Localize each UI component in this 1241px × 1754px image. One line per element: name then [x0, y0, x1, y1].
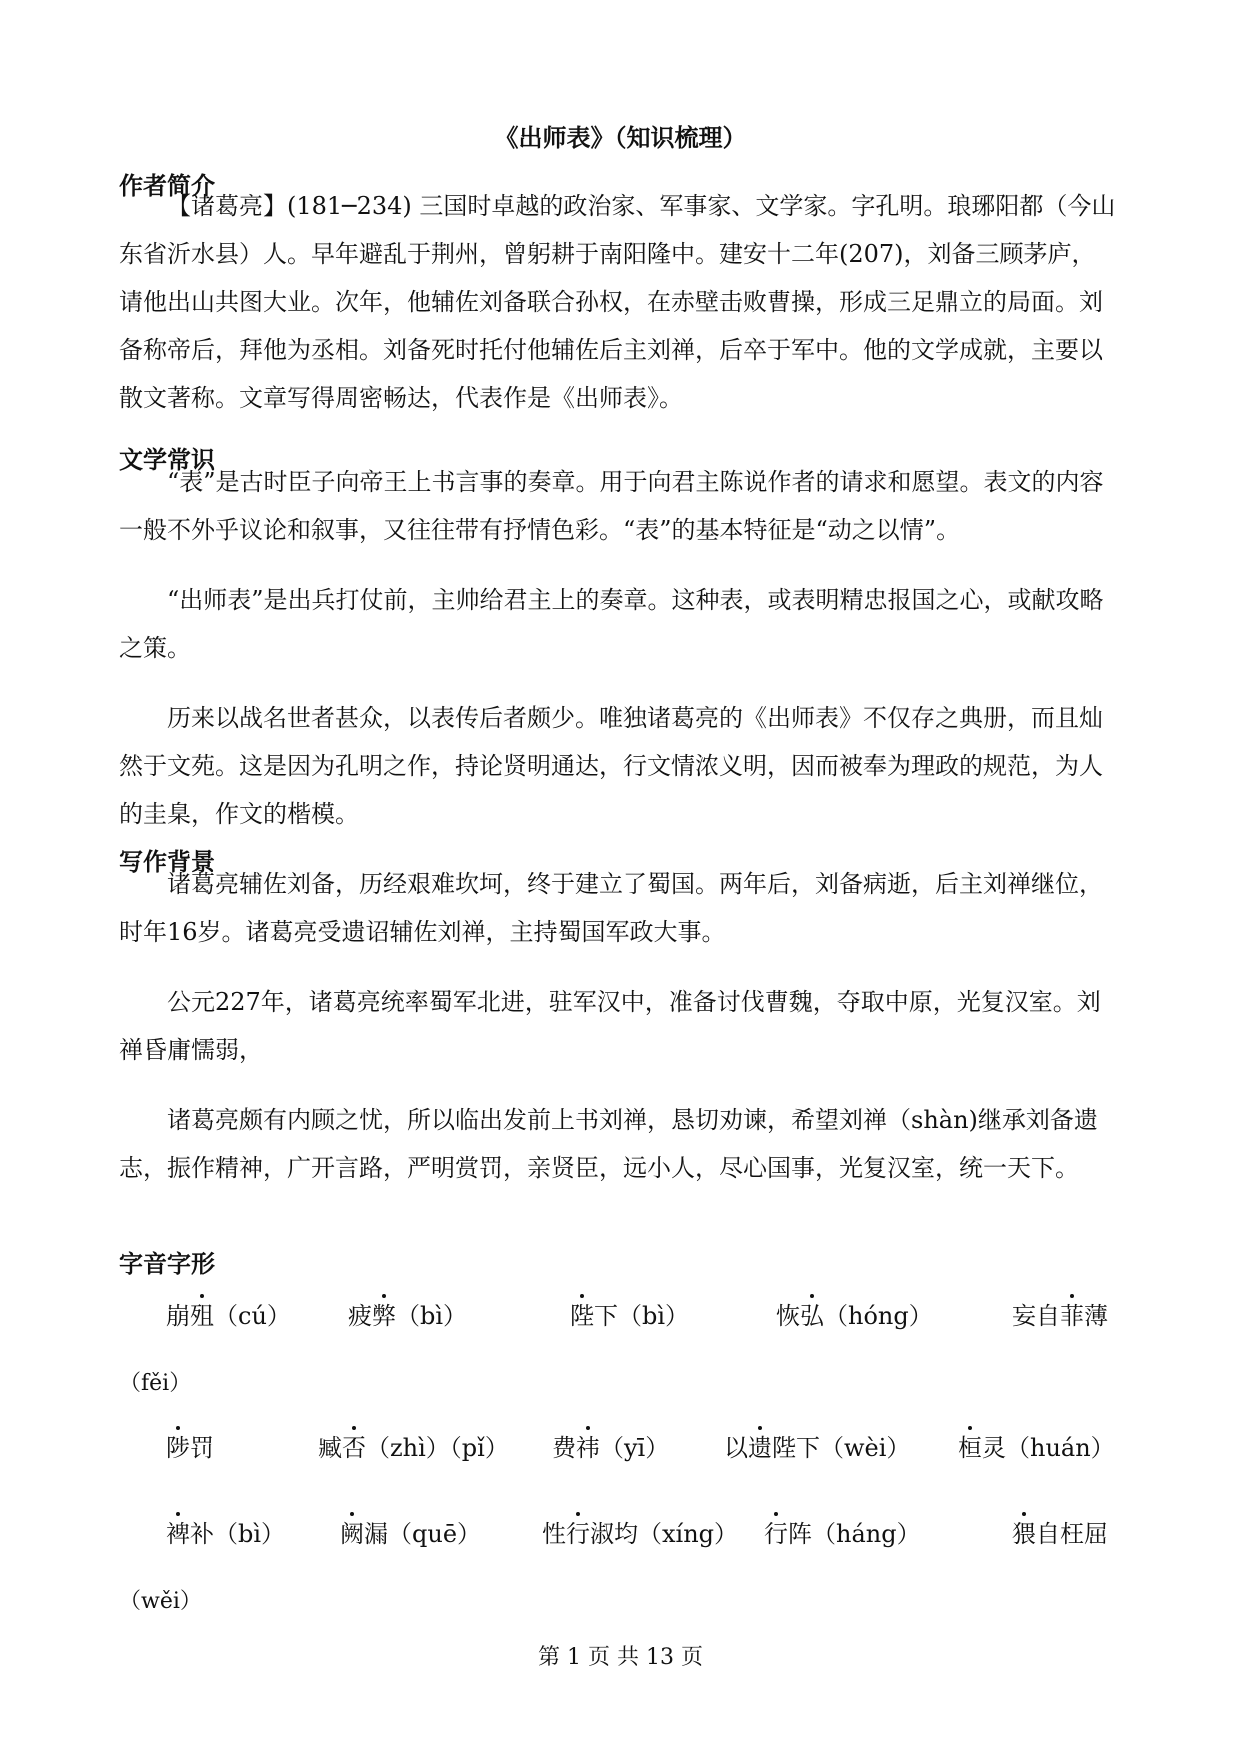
page-title: 《出师表》（知识梳理）: [494, 124, 747, 152]
background-paragraph-2: [119, 978, 1119, 1074]
vocab-item: 疲弊（bì）: [348, 1292, 467, 1340]
literature-p3: 历来以战名世者甚众，以表传后者颇少。唯独诸葛亮的《出师表》不仅存之典册，而且灿然于文苑。这是因为孔明之作，持论贤明通达，行文情浓义明，因而被奉为理政的规范，为人的圭臬，作文的楷模。: [119, 704, 1103, 828]
vocab-item: 妄自菲薄: [1012, 1292, 1108, 1340]
background-p2: 公元227年，诸葛亮统率蜀军北进，驻军汉中，准备讨伐曹魏，夺取中原，光复汉室。刘禅昏庸懦弱，: [119, 988, 1101, 1064]
literature-paragraph-1: [119, 458, 1119, 554]
vocab-item: 恢弘（hóng）: [776, 1292, 933, 1340]
background-p1: 诸葛亮辅佐刘备，历经艰难坎坷，终于建立了蜀国。两年后，刘备病逝，后主刘禅继位，时年16岁。诸葛亮受遗诏辅佐刘禅，主持蜀国军政大事。: [119, 870, 1103, 946]
vocab-item: 阙漏（quē）: [340, 1510, 481, 1558]
vocab-continuation-3: （wěi）: [119, 1589, 202, 1614]
literature-paragraph-3: [119, 694, 1119, 838]
author-text: 【诸葛亮】(181─234) 三国时卓越的政治家、军事家、文学家。字孔明。琅琊阳都（今山东省沂水县）人。早年避乱于荆州，曾躬耕于南阳隆中。建安十二年(207)，刘备三顾茅庐，请他出山共图大业。次年，他辅佐刘备联合孙权，在赤壁击败曹操，形成三足鼎立的局面。刘备称帝后，拜他为丞相。刘备死时托付他辅佐后主刘禅，后卒于军中。他的文学成就，主要以散文著称。文章写得周密畅达，代表作是《出师表》。: [119, 192, 1116, 412]
vocab-item: 陟罚: [166, 1424, 214, 1472]
vocab-continuation-1: （fěi）: [119, 1371, 192, 1396]
vocab-item: 裨补（bì）: [166, 1510, 285, 1558]
vocab-row-1: [0, 1292, 1241, 1340]
vocab-item: 以遗陛下（wèi）: [724, 1424, 910, 1472]
vocab-row-2: [0, 1424, 1241, 1472]
heading-vocab: 字音字形: [119, 1250, 215, 1278]
vocab-item: 费祎（yī）: [552, 1424, 669, 1472]
background-paragraph-3: [119, 1096, 1119, 1192]
background-paragraph-1: [119, 860, 1119, 956]
literature-paragraph-2: [119, 576, 1119, 672]
vocab-item: 性行淑均（xíng）: [542, 1510, 738, 1558]
page-footer: 第 1 页 共 13 页: [538, 1645, 703, 1670]
background-p3: 诸葛亮颇有内顾之忧，所以临出发前上书刘禅，恳切劝谏，希望刘禅（shàn)继承刘备遗志，振作精神，广开言路，严明赏罚，亲贤臣，远小人，尽心国事，光复汉室，统一天下。: [119, 1106, 1098, 1182]
author-paragraph: [119, 182, 1119, 422]
literature-p1: “表”是古时臣子向帝王上书言事的奏章。用于向君主陈说作者的请求和愿望。表文的内容一般不外乎议论和叙事，又往往带有抒情色彩。“表”的基本特征是“动之以情”。: [119, 468, 1104, 544]
heading-author: 作者简介: [119, 172, 215, 200]
vocab-item: 行阵（háng）: [764, 1510, 921, 1558]
vocab-item: 猥自枉屈: [1012, 1510, 1108, 1558]
vocab-item: 桓灵（huán）: [958, 1424, 1115, 1472]
vocab-item: 崩殂（cú）: [166, 1292, 291, 1340]
vocab-row-3: [0, 1510, 1241, 1558]
heading-literature: 文学常识: [119, 446, 215, 474]
vocab-item: 臧否（zhì）（pǐ）: [318, 1424, 509, 1472]
vocab-item: 陛下（bì）: [570, 1292, 689, 1340]
literature-p2: “出师表”是出兵打仗前，主帅给君主上的奏章。这种表，或表明精忠报国之心，或献攻略之策。: [119, 586, 1104, 662]
heading-background: 写作背景: [119, 848, 215, 876]
